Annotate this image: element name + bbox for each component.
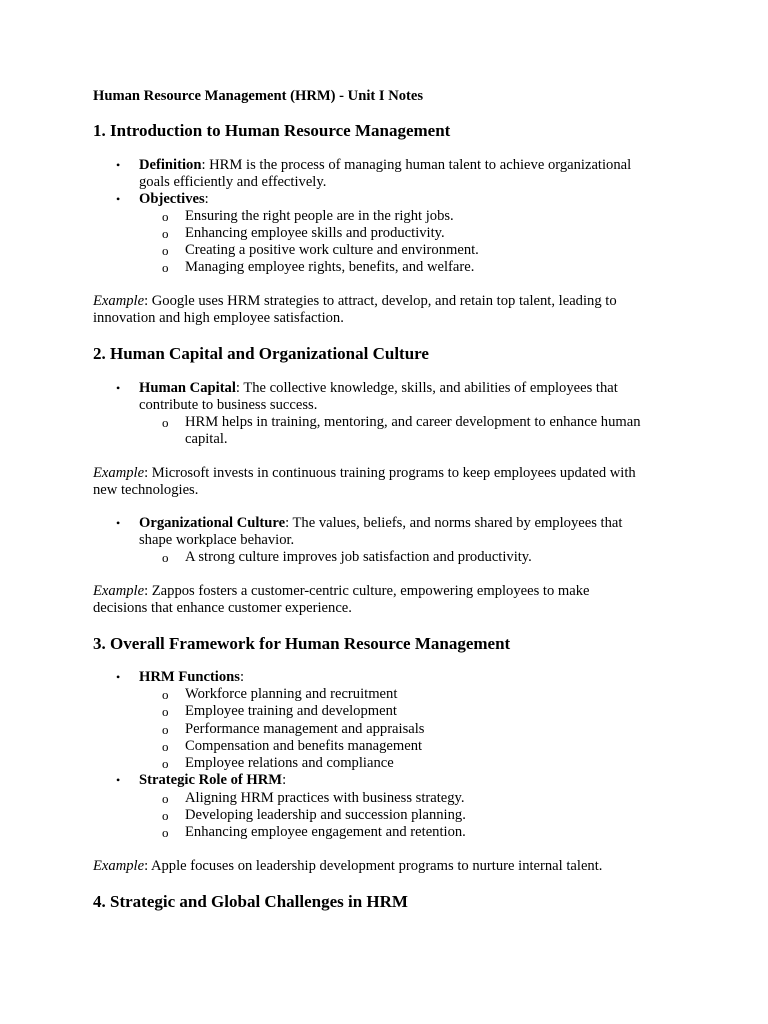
objective-item: Managing employee rights, benefits, and welfare. [185, 259, 475, 275]
bullet-icon: • [116, 773, 121, 787]
example-apple-line: Example: Apple focuses on leadership development programs to nurture internal talent. [93, 858, 603, 874]
objectives-term: Objectives [139, 191, 205, 207]
sub-bullet-icon: o [162, 739, 169, 754]
bullet-icon: • [116, 381, 121, 395]
hrm-functions-term: HRM Functions [139, 669, 240, 685]
strategic-item: Aligning HRM practices with business strategy. [185, 790, 465, 806]
function-item: Compensation and benefits management [185, 738, 423, 754]
sub-bullet-icon: o [162, 791, 169, 806]
sub-bullet-icon: o [162, 687, 169, 702]
human-capital-line-1: Human Capital: The collective knowledge, skills, and abilities of employees that [139, 380, 618, 396]
sub-bullet-icon: o [162, 209, 169, 224]
objective-item: Enhancing employee skills and productivity. [185, 225, 445, 241]
definition-line-1 [139, 157, 631, 174]
sub-bullet-icon: o [162, 808, 169, 823]
strategic-item: Developing leadership and succession planning. [185, 807, 466, 823]
sub-bullet-icon: o [162, 226, 169, 241]
example-label: Example [93, 465, 145, 481]
section-4-heading: 4. Strategic and Global Challenges in HRM [93, 892, 408, 911]
document-title: Human Resource Management (HRM) - Unit I Notes [93, 88, 424, 104]
definition-text: : HRM is the process of managing human talent to achieve organizational [201, 157, 632, 173]
sub-bullet-icon: o [162, 550, 169, 565]
org-culture-sub: A strong culture improves job satisfaction and productivity. [185, 549, 532, 565]
objective-item: Creating a positive work culture and environment. [185, 242, 479, 258]
human-capital-sub-line-2: capital. [185, 431, 228, 447]
example-label: Example [93, 858, 145, 874]
function-item: Workforce planning and recruitment [185, 686, 398, 702]
hrm-functions-label: HRM Functions: [139, 669, 245, 685]
function-item: Performance management and appraisals [185, 721, 425, 737]
function-item: Employee relations and compliance [185, 755, 394, 771]
sub-bullet-icon: o [162, 722, 169, 737]
human-capital-sub-line-1: HRM helps in training, mentoring, and career development to enhance human [185, 414, 641, 430]
strategic-role-term: Strategic Role of HRM [139, 772, 283, 788]
org-culture-term: Organizational Culture [139, 515, 286, 531]
example-zappos-line-1: Example: Zappos fosters a customer-centric culture, empowering employees to make [93, 583, 590, 599]
example-zappos-line-2: decisions that enhance customer experience. [93, 600, 352, 616]
bullet-icon: • [116, 158, 121, 172]
section-2-heading: 2. Human Capital and Organizational Culture [93, 344, 429, 363]
org-culture-line-2: shape workplace behavior. [139, 532, 295, 548]
bullet-icon: • [116, 192, 121, 206]
example-microsoft-line-2: new technologies. [93, 482, 199, 498]
org-culture-line-1: Organizational Culture: The values, beliefs, and norms shared by employees that [139, 515, 623, 531]
strategic-item: Enhancing employee engagement and retention. [185, 824, 466, 840]
sub-bullet-icon: o [162, 704, 169, 719]
sub-bullet-icon: o [162, 756, 169, 771]
bullet-icon: • [116, 516, 121, 530]
strategic-role-label: Strategic Role of HRM: [139, 772, 287, 788]
example-label: Example [93, 293, 145, 309]
bullet-icon: • [116, 670, 121, 684]
section-3-heading: 3. Overall Framework for Human Resource Management [93, 634, 511, 653]
sub-bullet-icon: o [162, 260, 169, 275]
objectives-label: Objectives: [139, 191, 209, 207]
sub-bullet-icon: o [162, 415, 169, 430]
definition-line-2: goals efficiently and effectively. [139, 174, 327, 190]
sub-bullet-icon: o [162, 825, 169, 840]
sub-bullet-icon: o [162, 243, 169, 258]
human-capital-term: Human Capital [139, 380, 236, 396]
example-microsoft-line-1: Example: Microsoft invests in continuous training programs to keep employees updated with [93, 465, 636, 481]
section-1-heading: 1. Introduction to Human Resource Management [93, 121, 451, 140]
function-item: Employee training and development [185, 703, 397, 719]
example-google-line-1: Example: Google uses HRM strategies to attract, develop, and retain top talent, leading to [93, 293, 617, 309]
definition-term: Definition [139, 157, 202, 173]
human-capital-line-2: contribute to business success. [139, 397, 318, 413]
example-google-line-2: innovation and high employee satisfaction. [93, 310, 344, 326]
objective-item: Ensuring the right people are in the right jobs. [185, 208, 454, 224]
example-label: Example [93, 583, 145, 599]
